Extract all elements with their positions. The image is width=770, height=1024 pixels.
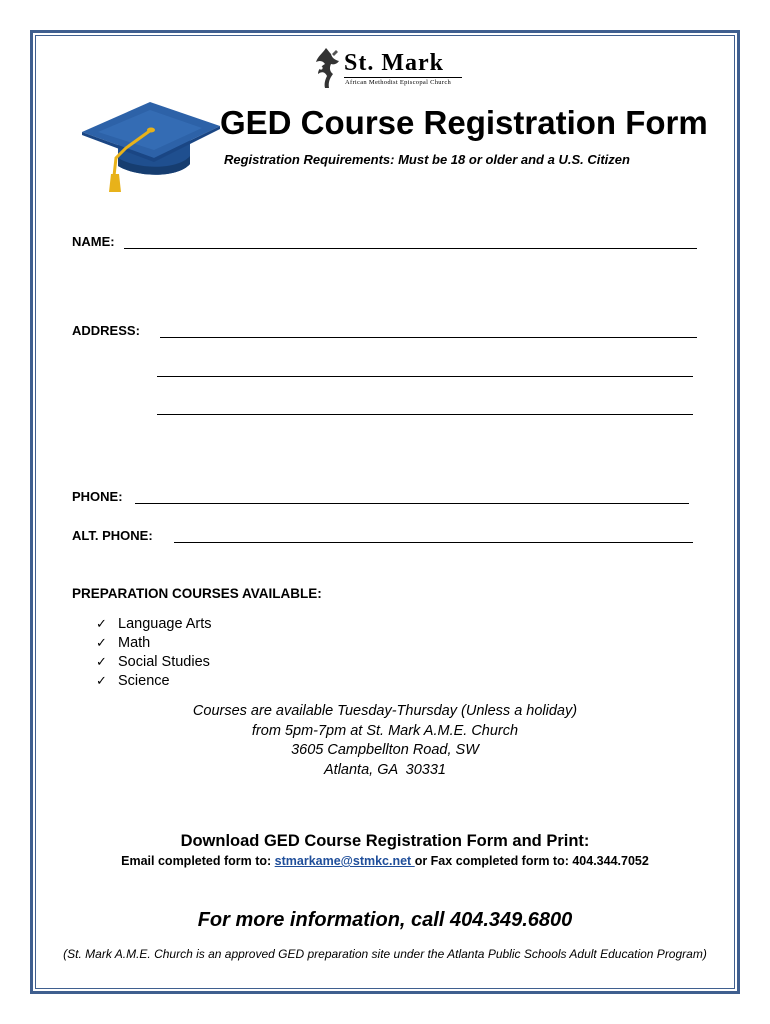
address-label: ADDRESS:: [72, 323, 140, 338]
church-logo: [312, 46, 462, 90]
alt-phone-label: ALT. PHONE:: [72, 528, 153, 543]
church-logo-name: St. Mark: [344, 50, 444, 76]
course-label: Science: [118, 673, 170, 689]
download-heading: Download GED Course Registration Form and Print:: [180, 832, 590, 850]
schedule-line: Courses are available Tuesday-Thursday (Unless a holiday): [192, 703, 578, 719]
courses-heading: PREPARATION COURSES AVAILABLE:: [72, 586, 322, 601]
page-title: GED Course Registration Form: [220, 104, 708, 141]
address-field-line-2[interactable]: [157, 376, 693, 377]
course-schedule: [0, 702, 770, 780]
contact-info: For more information, call 404.349.6800: [197, 909, 573, 931]
graduation-cap-icon: [78, 96, 223, 194]
submission-instructions: [0, 854, 770, 868]
course-label: Language Arts: [118, 616, 212, 632]
course-label: Math: [118, 635, 151, 651]
logo-divider: [344, 77, 462, 78]
schedule-line: Atlanta, GA 30331: [324, 761, 446, 778]
course-item: [96, 614, 212, 633]
course-item: [96, 671, 212, 690]
address-field-line-3[interactable]: [157, 414, 693, 415]
schedule-line: from 5pm-7pm at St. Mark A.M.E. Church: [251, 722, 519, 739]
phone-label: PHONE:: [72, 489, 123, 504]
course-list: [96, 614, 212, 690]
address-field-line-1[interactable]: [160, 337, 697, 338]
email-prefix: Email completed form to:: [121, 854, 275, 868]
phone-field-line[interactable]: [135, 503, 689, 504]
name-label: NAME:: [72, 234, 115, 249]
checkmark-icon: ✓: [96, 654, 107, 669]
checkmark-icon: ✓: [96, 635, 107, 650]
alt-phone-field-line[interactable]: [174, 542, 693, 543]
name-field-line[interactable]: [124, 248, 697, 249]
email-link[interactable]: stmarkame@stmkc.net: [274, 854, 415, 868]
course-item: [96, 652, 212, 671]
church-logo-subtitle: African Methodist Episcopal Church: [345, 79, 452, 86]
course-item: [96, 633, 212, 652]
approval-note: (St. Mark A.M.E. Church is an approved GED preparation site under the Atlanta Public Schools Adult Education Program): [63, 947, 707, 961]
registration-requirements: Registration Requirements: Must be 18 or older and a U.S. Citizen: [224, 152, 630, 167]
church-logo-mark-icon: [312, 46, 342, 90]
schedule-line: 3605 Campbellton Road, SW: [291, 742, 479, 758]
course-label: Social Studies: [118, 654, 210, 670]
fax-text: or Fax completed form to: 404.344.7052: [414, 854, 649, 868]
checkmark-icon: ✓: [96, 616, 107, 631]
checkmark-icon: ✓: [96, 673, 107, 688]
